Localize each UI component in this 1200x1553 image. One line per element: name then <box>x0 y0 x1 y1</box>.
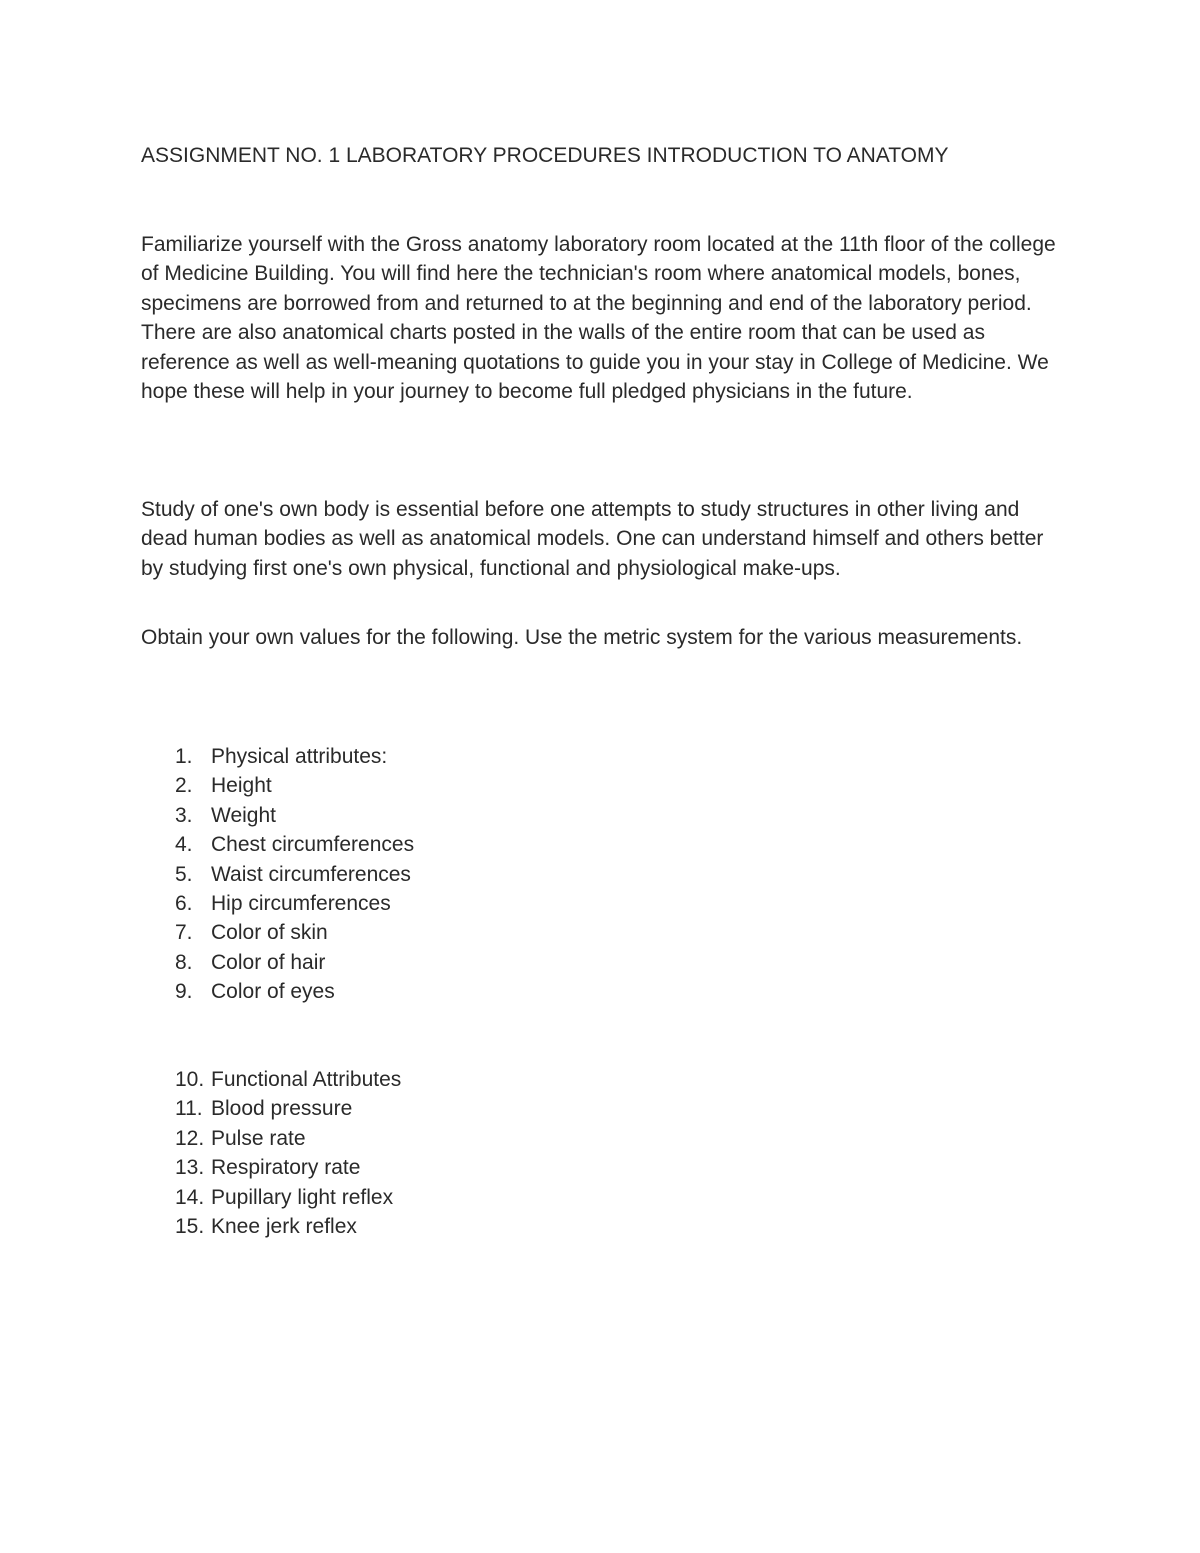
functional-attributes-list <box>141 1065 841 1241</box>
study-paragraph: Study of one's own body is essential before one attempts to study structures in other living and dead human bodies as well as anatomical models. One can understand himself and others better by studying first one's own physical, functional and physiological make-ups. <box>141 498 1044 580</box>
list-item <box>141 742 841 771</box>
list-item-text: Blood pressure <box>211 1097 353 1121</box>
list-item-number: 7. <box>175 921 193 945</box>
list-item-number: 2. <box>175 774 193 798</box>
list-item-number: 12. <box>175 1126 205 1150</box>
list-item-number: 8. <box>175 950 193 974</box>
list-item-number: 10. <box>175 1068 205 1091</box>
list-item-text: Waist circumferences <box>211 862 411 886</box>
list-item-text: Color of eyes <box>211 980 335 1004</box>
list-item-number: 1. <box>175 745 193 768</box>
list-item-text: Pulse rate <box>211 1126 306 1150</box>
list-item <box>141 1094 841 1123</box>
list-item <box>141 1212 841 1241</box>
list-item <box>141 801 841 830</box>
list-item <box>141 771 841 800</box>
list-item <box>141 1153 841 1182</box>
list-item-text: Weight <box>211 803 276 827</box>
list-item-text: Pupillary light reflex <box>211 1185 394 1209</box>
list-item <box>141 1183 841 1212</box>
list-item-text: Hip circumferences <box>211 892 391 916</box>
list-item-text: Respiratory rate <box>211 1156 361 1180</box>
list-item-number: 3. <box>175 803 193 827</box>
list-item-number: 11. <box>175 1097 203 1121</box>
document-title: ASSIGNMENT NO. 1 LABORATORY PROCEDURES INTRODUCTION TO ANATOMY <box>141 144 949 167</box>
intro-paragraph: Familiarize yourself with the Gross anatomy laboratory room located at the 11th floor of the college of Medicine Building. You will find here the technician's room where anatomical models, bones, specimens are borrowed from and returned to at the beginning and end of the laboratory period. There are also anatomical charts posted in the walls of the entire room that can be used as reference as well as well-meaning quotations to guide you in your stay in College of Medicine. We hope these will help in your journey to become full pledged physicians in the future. <box>141 233 1056 404</box>
list-item-text: Color of skin <box>211 921 328 945</box>
list-item-number: 13. <box>175 1156 205 1180</box>
list-item-text: Physical attributes: <box>211 745 388 768</box>
list-item <box>141 1065 841 1094</box>
list-item-number: 5. <box>175 862 193 886</box>
list-item <box>141 889 841 918</box>
instruction-paragraph: Obtain your own values for the following. Use the metric system for the various measurements. <box>141 626 1023 649</box>
list-item-text: Color of hair <box>211 950 326 974</box>
list-item <box>141 830 841 859</box>
list-item <box>141 860 841 889</box>
list-item-number: 14. <box>175 1185 205 1209</box>
list-item <box>141 948 841 977</box>
list-item-number: 15. <box>175 1215 205 1239</box>
list-item <box>141 918 841 947</box>
list-item-text: Knee jerk reflex <box>211 1215 357 1239</box>
list-item-number: 6. <box>175 892 193 916</box>
list-item-text: Height <box>211 774 272 798</box>
list-item-text: Functional Attributes <box>211 1068 402 1091</box>
physical-attributes-list <box>141 742 841 1007</box>
list-item <box>141 1124 841 1153</box>
list-item-text: Chest circumferences <box>211 833 415 857</box>
list-item-number: 4. <box>175 833 193 857</box>
list-item <box>141 977 841 1006</box>
list-item-number: 9. <box>175 980 193 1004</box>
